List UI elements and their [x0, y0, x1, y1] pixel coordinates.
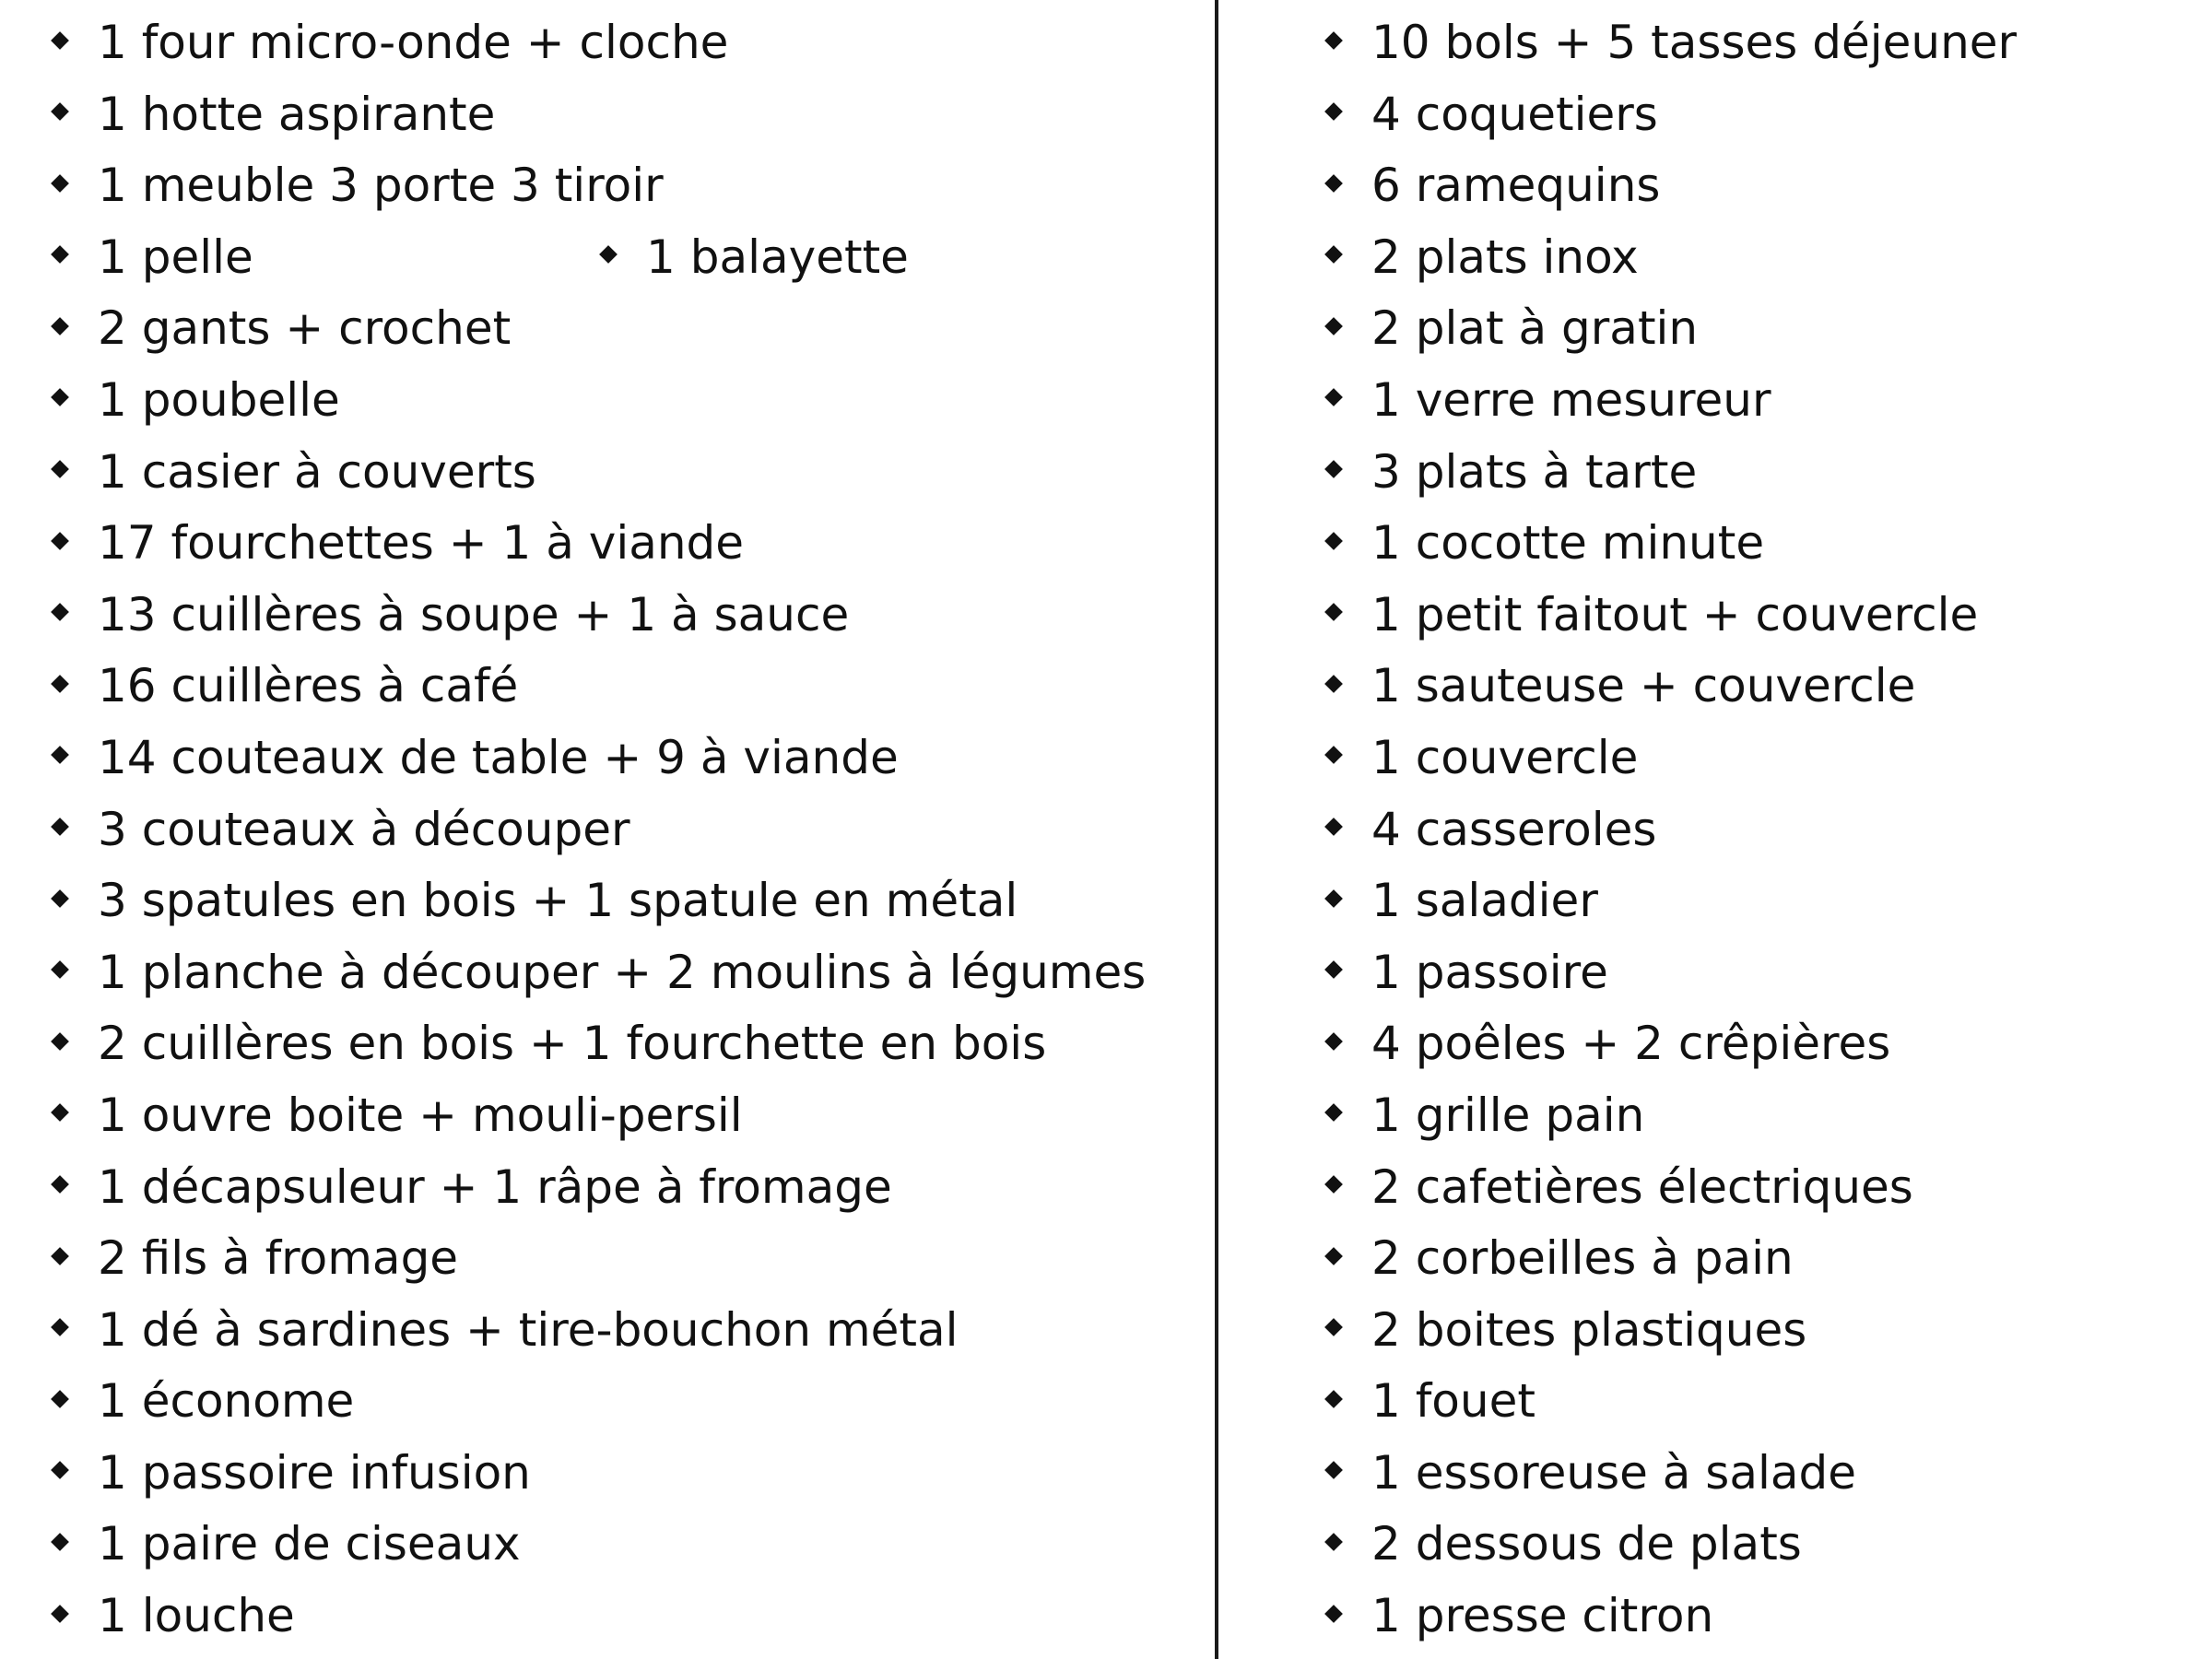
list-item: [1327, 508, 2017, 580]
list-item: [53, 1008, 1146, 1080]
diamond-bullet-icon: [1324, 1104, 1343, 1123]
list-item: [1327, 723, 2017, 794]
list-item: [53, 580, 1146, 652]
item-text: 2 plat à gratin: [1371, 301, 1699, 356]
diamond-bullet-icon: [1324, 1533, 1343, 1551]
item-text: 1 passoire: [1371, 945, 1608, 999]
item-text: 1 grille pain: [1371, 1088, 1645, 1142]
item-text: 4 poêles + 2 crêpières: [1371, 1017, 1891, 1071]
item-text: 13 cuillères à soupe + 1 à sauce: [98, 587, 850, 641]
diamond-bullet-icon: [1324, 1390, 1343, 1408]
diamond-bullet-icon: [51, 317, 69, 335]
diamond-bullet-icon: [51, 31, 69, 50]
item-text: 1 passoire infusion: [98, 1445, 531, 1500]
item-text: 1 balayette: [646, 229, 909, 284]
diamond-bullet-icon: [1324, 1605, 1343, 1623]
diamond-bullet-icon: [1324, 1175, 1343, 1194]
diamond-bullet-icon: [1324, 747, 1343, 765]
item-text: 16 cuillères à café: [98, 659, 519, 713]
diamond-bullet-icon: [1324, 317, 1343, 335]
item-text: 1 paire de ciseaux: [98, 1517, 521, 1571]
item-text: 2 corbeilles à pain: [1371, 1231, 1794, 1286]
diamond-bullet-icon: [1324, 675, 1343, 693]
list-item: [53, 1152, 1146, 1224]
list-item: [53, 79, 1146, 151]
list-item: [1327, 580, 2017, 652]
item-text: 6 ramequins: [1371, 159, 1661, 213]
item-text: 1 décapsuleur + 1 râpe à fromage: [98, 1159, 892, 1214]
list-item: [1327, 794, 2017, 866]
diamond-bullet-icon: [1324, 245, 1343, 264]
item-text: 1 pelle: [98, 229, 253, 284]
item-text: 1 ouvre boite + mouli-persil: [98, 1088, 743, 1142]
list-item: [1327, 1581, 2017, 1653]
diamond-bullet-icon: [51, 1175, 69, 1194]
diamond-bullet-icon: [1324, 1318, 1343, 1336]
list-item: [53, 222, 1146, 294]
item-text: 2 gants + crochet: [98, 301, 512, 356]
list-item: [53, 723, 1146, 794]
list-item: [1327, 7, 2017, 79]
item-text: 1 hotte aspirante: [98, 87, 496, 141]
item-text: 1 meuble 3 porte 3 tiroir: [98, 159, 664, 213]
diamond-bullet-icon: [51, 675, 69, 693]
item-text: 4 coquetiers: [1371, 87, 1658, 141]
left-inventory-list: [53, 0, 1146, 1653]
item-text: 3 plats à tarte: [1371, 444, 1698, 499]
item-text: 1 presse citron: [1371, 1589, 1714, 1643]
diamond-bullet-icon: [51, 889, 69, 908]
list-item: [1327, 79, 2017, 151]
diamond-bullet-icon: [51, 603, 69, 621]
diamond-bullet-icon: [1324, 1247, 1343, 1265]
diamond-bullet-icon: [51, 818, 69, 836]
item-text: 3 couteaux à découper: [98, 802, 630, 856]
diamond-bullet-icon: [51, 102, 69, 121]
list-item: [1327, 1509, 2017, 1581]
item-text: 10 bols + 5 tasses déjeuner: [1371, 16, 2018, 69]
list-item: [1327, 1008, 2017, 1080]
diamond-bullet-icon: [1324, 31, 1343, 50]
list-item: [53, 865, 1146, 937]
list-item: [53, 7, 1146, 79]
item-text: 4 casseroles: [1371, 802, 1657, 856]
item-text: 2 boites plastiques: [1371, 1302, 1807, 1357]
item-text: 1 louche: [98, 1589, 295, 1643]
list-item: [1327, 937, 2017, 1009]
list-item: [53, 1366, 1146, 1438]
diamond-bullet-icon: [1324, 889, 1343, 908]
list-item: [1327, 222, 2017, 294]
diamond-bullet-icon: [51, 1318, 69, 1336]
item-text: 1 four micro-onde + cloche: [98, 16, 729, 69]
item-text: 2 cafetières électriques: [1371, 1159, 1913, 1214]
diamond-bullet-icon: [1324, 818, 1343, 836]
diamond-bullet-icon: [51, 1032, 69, 1051]
list-item: [1327, 365, 2017, 437]
item-text: 1 sauteuse + couvercle: [1371, 659, 1916, 713]
item-text: 1 économe: [98, 1374, 355, 1429]
diamond-bullet-icon: [1324, 532, 1343, 550]
list-item: [53, 651, 1146, 723]
diamond-bullet-icon: [599, 245, 618, 264]
list-item: [53, 1223, 1146, 1295]
item-text: 17 fourchettes + 1 à viande: [98, 516, 745, 571]
list-item: [53, 150, 1146, 222]
diamond-bullet-icon: [1324, 960, 1343, 979]
list-item: [53, 508, 1146, 580]
item-text: 1 poubelle: [98, 372, 340, 427]
list-item: [1327, 651, 2017, 723]
list-item: [53, 293, 1146, 365]
diamond-bullet-icon: [51, 1605, 69, 1623]
diamond-bullet-icon: [1324, 1032, 1343, 1051]
item-text: 1 fouet: [1371, 1374, 1535, 1429]
item-text: 1 petit faitout + couvercle: [1371, 587, 1979, 641]
item-text: 2 cuillères en bois + 1 fourchette en bois: [98, 1017, 1047, 1071]
item-text: 2 plats inox: [1371, 229, 1639, 284]
item-text: 14 couteaux de table + 9 à viande: [98, 730, 899, 784]
diamond-bullet-icon: [1324, 603, 1343, 621]
item-text: 1 verre mesureur: [1371, 372, 1771, 427]
diamond-bullet-icon: [51, 1461, 69, 1479]
diamond-bullet-icon: [1324, 460, 1343, 478]
column-divider: [1215, 0, 1218, 1659]
diamond-bullet-icon: [51, 174, 69, 193]
diamond-bullet-icon: [1324, 174, 1343, 193]
item-text: 2 dessous de plats: [1371, 1517, 1802, 1571]
item-text: 1 casier à couverts: [98, 444, 536, 499]
right-inventory-list: [1327, 0, 2017, 1653]
list-item-secondary: [602, 222, 909, 294]
list-item: [53, 437, 1146, 509]
list-item: [1327, 1080, 2017, 1152]
diamond-bullet-icon: [51, 1390, 69, 1408]
list-item: [53, 1295, 1146, 1367]
list-item: [1327, 1366, 2017, 1438]
list-item: [1327, 1152, 2017, 1224]
list-item: [1327, 1438, 2017, 1510]
diamond-bullet-icon: [51, 389, 69, 407]
list-item: [1327, 865, 2017, 937]
diamond-bullet-icon: [51, 245, 69, 264]
item-text: 1 couvercle: [1371, 730, 1639, 784]
item-text: 3 spatules en bois + 1 spatule en métal: [98, 874, 1018, 928]
list-item: [53, 1509, 1146, 1581]
diamond-bullet-icon: [1324, 1461, 1343, 1479]
diamond-bullet-icon: [51, 1247, 69, 1265]
list-item: [53, 937, 1146, 1009]
item-text: 1 cocotte minute: [1371, 516, 1765, 571]
list-item: [53, 365, 1146, 437]
list-item: [1327, 150, 2017, 222]
list-item: [53, 1581, 1146, 1653]
list-item: [53, 1080, 1146, 1152]
list-item: [1327, 1295, 2017, 1367]
diamond-bullet-icon: [1324, 389, 1343, 407]
item-text: 1 dé à sardines + tire-bouchon métal: [98, 1302, 959, 1357]
list-item: [53, 1438, 1146, 1510]
list-item: [1327, 1223, 2017, 1295]
diamond-bullet-icon: [1324, 102, 1343, 121]
list-item: [1327, 437, 2017, 509]
diamond-bullet-icon: [51, 460, 69, 478]
diamond-bullet-icon: [51, 747, 69, 765]
diamond-bullet-icon: [51, 1104, 69, 1123]
item-text: 2 fils à fromage: [98, 1231, 459, 1286]
diamond-bullet-icon: [51, 960, 69, 979]
list-item: [1327, 293, 2017, 365]
list-item: [53, 794, 1146, 866]
diamond-bullet-icon: [51, 532, 69, 550]
diamond-bullet-icon: [51, 1533, 69, 1551]
item-text: 1 planche à découper + 2 moulins à légumes: [98, 945, 1147, 999]
item-text: 1 essoreuse à salade: [1371, 1445, 1857, 1500]
item-text: 1 saladier: [1371, 874, 1598, 928]
